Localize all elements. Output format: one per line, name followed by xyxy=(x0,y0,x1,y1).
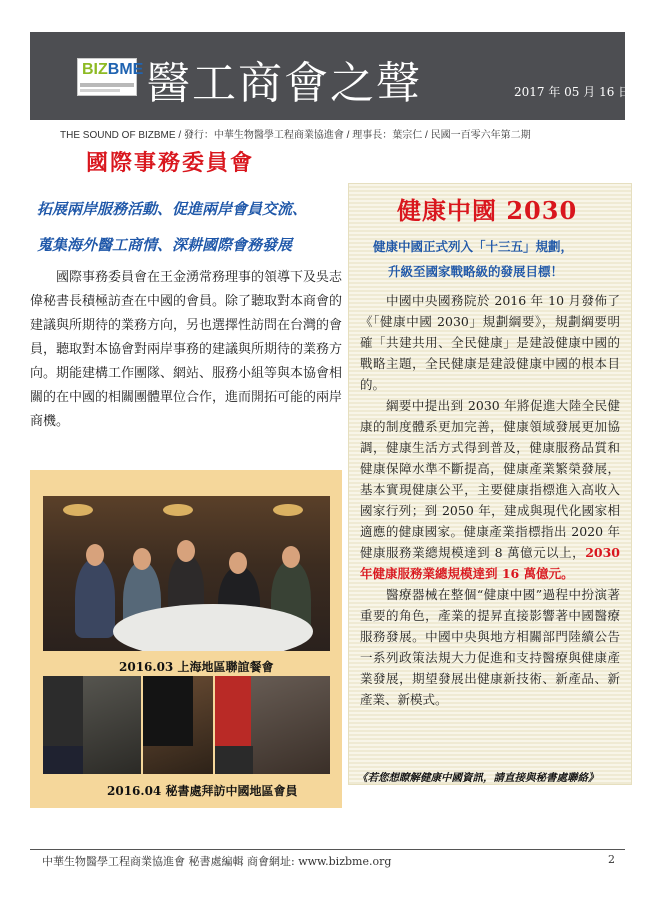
ceiling-lamp xyxy=(273,504,303,516)
photo-panel xyxy=(30,470,342,808)
contact-note: 《若您想瞭解健康中國資訊，請直接與秘書處聯絡》 xyxy=(357,772,599,784)
masthead-band xyxy=(30,32,631,120)
page-number: 2 xyxy=(608,853,615,866)
slogan-line-1: 拓展兩岸服務活動、促進兩岸會員交流、 xyxy=(37,200,308,218)
person-figure xyxy=(43,676,83,746)
logo-subtext-bar xyxy=(80,89,120,92)
person-face xyxy=(282,546,300,568)
health-china-subtitle-1: 健康中國正式列入「十三五」規劃， xyxy=(373,239,574,254)
person-face xyxy=(177,540,195,562)
committee-article-body: 國際事務委員會在王金湧常務理事的領導下及吳志偉秘書長積極訪查在中國的會員。除了聽取對本商會的建議與所期待的業務方向，另也選擇性訪問在台灣的會員，聽取對本協會對兩岸事務的建議與所期待的業務方向。期能建構工作團隊、網站、服務小組等與本協會相關的在中國的相關團體單位合作，進而開拓可能的兩岸商機。 xyxy=(30,270,343,429)
group-dinner-photo xyxy=(43,496,330,651)
newsletter-title: 醫工商會之聲 xyxy=(146,58,422,109)
person-figure xyxy=(43,746,83,774)
photo-caption-shanghai: 2016.03 上海地區聯誼餐會 xyxy=(119,660,274,674)
person-figure xyxy=(215,676,251,746)
logo-wordmark xyxy=(82,61,143,79)
person-figure xyxy=(75,558,115,638)
photo-caption-visit: 2016.04 秘書處拜訪中國地區會員 xyxy=(107,784,298,798)
member-visit-photo xyxy=(43,676,141,774)
health-china-article-body xyxy=(360,290,620,710)
person-figure xyxy=(215,746,253,774)
ceiling-lamp xyxy=(63,504,93,516)
ceiling-lamp xyxy=(163,504,193,516)
member-visit-photo xyxy=(143,676,213,774)
issue-date: 2017 年 05 月 16 日 xyxy=(514,85,631,99)
logo-wordmark-part1: BIZ xyxy=(82,61,108,78)
paragraph-text: 綱要中提出到 2030 年將促進大陸全民健康的制度體系更加完善，健康領域發展更加協調，健康生活方式得到普及，健康服務品質和健康保障水準不斷提高，健康產業繁榮發展，基本實現健康公平，主要健康指標進入高收入國家行列；到 2050 年，建成與現代化國家相適應的健康國家。健康產業指標指出 2020 年健康服務業總規模達到 8 萬億元以上， xyxy=(360,398,620,560)
footer-publisher: 中華生物醫學工程商業協進會 秘書處編輯 商會網址: www.bizbme.org xyxy=(42,855,392,868)
publication-info: THE SOUND OF BIZBME / 發行：中華生物醫學工程商業協進會 / 理事長：葉宗仁 / 民國一百零六年第二期 xyxy=(60,130,531,141)
member-visit-photo xyxy=(215,676,330,774)
highlighted-target: 2030 年健康服務業總規模達到 16 萬億元。 xyxy=(360,545,620,581)
person-face xyxy=(86,544,104,566)
logo-wordmark-part2: BME xyxy=(107,61,144,78)
health-china-title: 健康中國 2030 xyxy=(397,196,578,225)
logo-subtext-bar xyxy=(80,83,134,87)
article-paragraph xyxy=(360,395,620,584)
committee-heading: 國際事務委員會 xyxy=(86,150,255,176)
bizbme-logo xyxy=(77,58,144,96)
article-paragraph: 醫療器械在整個“健康中國”過程中扮演著重要的角色，產業的提昇直接影響著中國醫療服務發展。中國中央與地方相關部門陸續公告一系列政策法規大力促進和支持醫療與健康產業發展，期望發展出健康新技術、新產品、新產業、新模式。 xyxy=(360,587,620,707)
health-china-subtitle-2: 升級至國家戰略級的發展目標！ xyxy=(388,264,564,279)
footer-divider xyxy=(30,849,625,850)
article-paragraph: 中國中央國務院於 2016 年 10 月發佈了《「健康中國 2030」規劃綱要》，規劃綱要明確「共建共用、全民健康」是建設健康中國的戰略主題，全民健康是建設健康中國的根本目的。 xyxy=(360,293,620,392)
person-figure xyxy=(143,676,193,746)
slogan-line-2: 蒐集海外醫工商情、深耕國際會務發展 xyxy=(37,236,293,254)
dining-table xyxy=(113,604,313,651)
person-face xyxy=(229,552,247,574)
person-face xyxy=(133,548,151,570)
